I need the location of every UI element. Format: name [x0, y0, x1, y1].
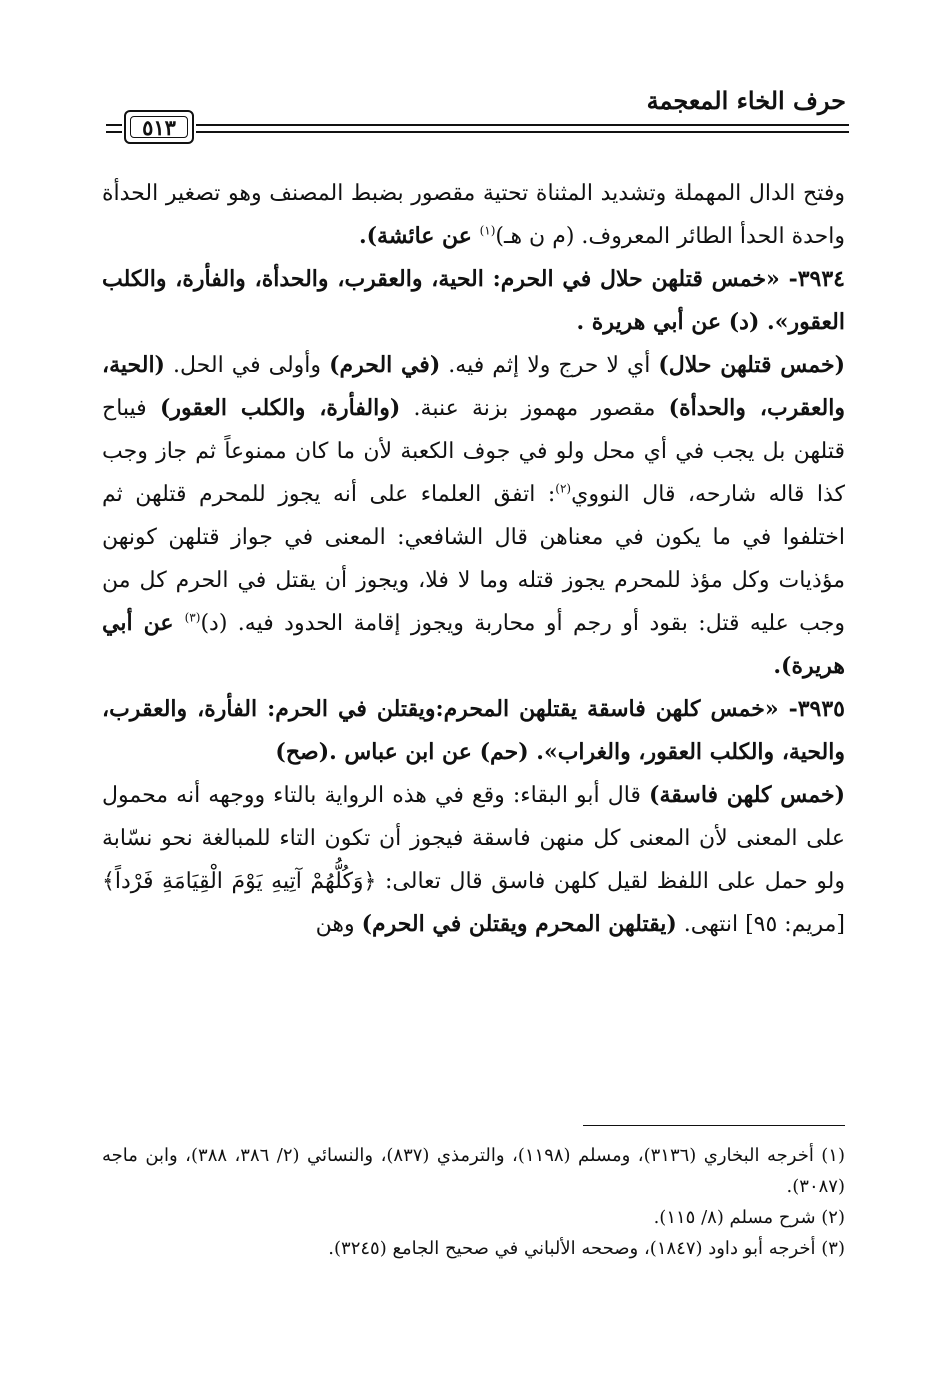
- hadith-3934: ٣٩٣٤- «خمس قتلهن حلال في الحرم: الحية، والعقرب، والحدأة، والفأرة، والكلب العقور». (د) عن أبي هريرة .: [102, 266, 845, 335]
- footnotes: [102, 1140, 845, 1264]
- text-run: (خمس كلهن فاسقة): [649, 782, 845, 808]
- footnote-ref-2: (٢): [555, 481, 572, 496]
- footnote-ref-3: (٣): [184, 610, 201, 625]
- main-text: [102, 172, 845, 946]
- text-run: مقصور مهموز بزنة عنبة.: [400, 396, 669, 421]
- footnote-3: (٣) أخرجه أبو داود (١٨٤٧)، وصححه الألباني في صحيح الجامع (٣٢٤٥).: [328, 1238, 845, 1259]
- footnote-separator: [583, 1125, 845, 1126]
- footnote-ref-1: (١): [479, 223, 496, 238]
- text-run: (يقتلهن المحرم ويقتلن في الحرم): [361, 911, 677, 937]
- running-header-title: حرف الخاء المعجمة: [646, 86, 846, 115]
- hadith-3935: ٣٩٣٥- «خمس كلهن فاسقة يقتلهن المحرم:ويقتلن في الحرم: الفأرة، والعقرب، والحية، والكلب العقور، والغراب». (حم) عن ابن عباس .(صح): [102, 696, 845, 765]
- text-run: : اتفق العلماء على أنه يجوز للمحرم قتلهن ثم اختلفوا في ما يكون في معناهن قال الشافعي: المعنى في جواز قتلهن كونهن مؤذيات وكل مؤذ للمحرم يجوز قتله وما لا فلا، ويجوز أن يقتل في الحرم كل من وجب عليه قتل: بقود أو رجم أو محاربة ويجوز إقامة الحدود فيه. (د): [102, 482, 845, 636]
- commentary-3934: [102, 344, 845, 688]
- footnote-1: (١) أخرجه البخاري (٣١٣٦)، ومسلم (١١٩٨)، والترمذي (٨٣٧)، والنسائي (٢/ ٣٨٦، ٣٨٨)، وابن ماجه (٣٠٨٧).: [102, 1145, 845, 1197]
- paragraph-continuation: [102, 172, 845, 258]
- text-run: وأولى في الحل.: [164, 353, 330, 378]
- text-run: عن أبي هريرة).: [102, 610, 845, 679]
- text-run: عن عائشة).: [358, 223, 480, 249]
- text-run: (الحية، والعقرب، والحدأة): [102, 352, 845, 421]
- text-run: قال أبو البقاء: وقع في هذه الرواية بالتاء ووجهه أنه محمول على المعنى لأن المعنى كل منهن فاسقة فيجوز أن تكون التاء للمبالغة نحو نسّابة ولو حمل على اللفظ لقيل كلهن فاسق قال تعالى: ﴿وَكُلُّهُمْ آتِيهِ يَوْمَ الْقِيَامَةِ فَرْداً﴾ [مريم: ٩٥] انتهى.: [102, 783, 845, 937]
- text-run: (خمس قتلهن حلال): [658, 352, 846, 378]
- header-double-rule-left: [106, 124, 122, 133]
- page-number: ٥١٣: [130, 116, 188, 138]
- page-number-frame: [124, 110, 194, 144]
- text-run: وهن: [315, 912, 362, 937]
- header-double-rule: [196, 124, 849, 133]
- commentary-3935: [102, 774, 845, 946]
- text-run: (والفأرة، والكلب العقور): [159, 395, 401, 421]
- text-run: وفتح الدال المهملة وتشديد المثناة تحتية مقصور بضبط المصنف وهو تصغير الحدأة واحدة الحدأ الطائر المعروف. (م ن هـ): [102, 181, 845, 249]
- text-run: فيباح قتلهن بل يجب في أي محل ولو في جوف الكعبة لأن ما كان ممنوعاً ثم جاز وجب كذا قاله شارحه، قال النووي: [102, 396, 845, 507]
- text-run: (في الحرم): [329, 352, 441, 378]
- text-run: أي لا حرج ولا إثم فيه.: [440, 353, 659, 378]
- footnote-2: (٢) شرح مسلم (٨/ ١١٥).: [653, 1207, 845, 1228]
